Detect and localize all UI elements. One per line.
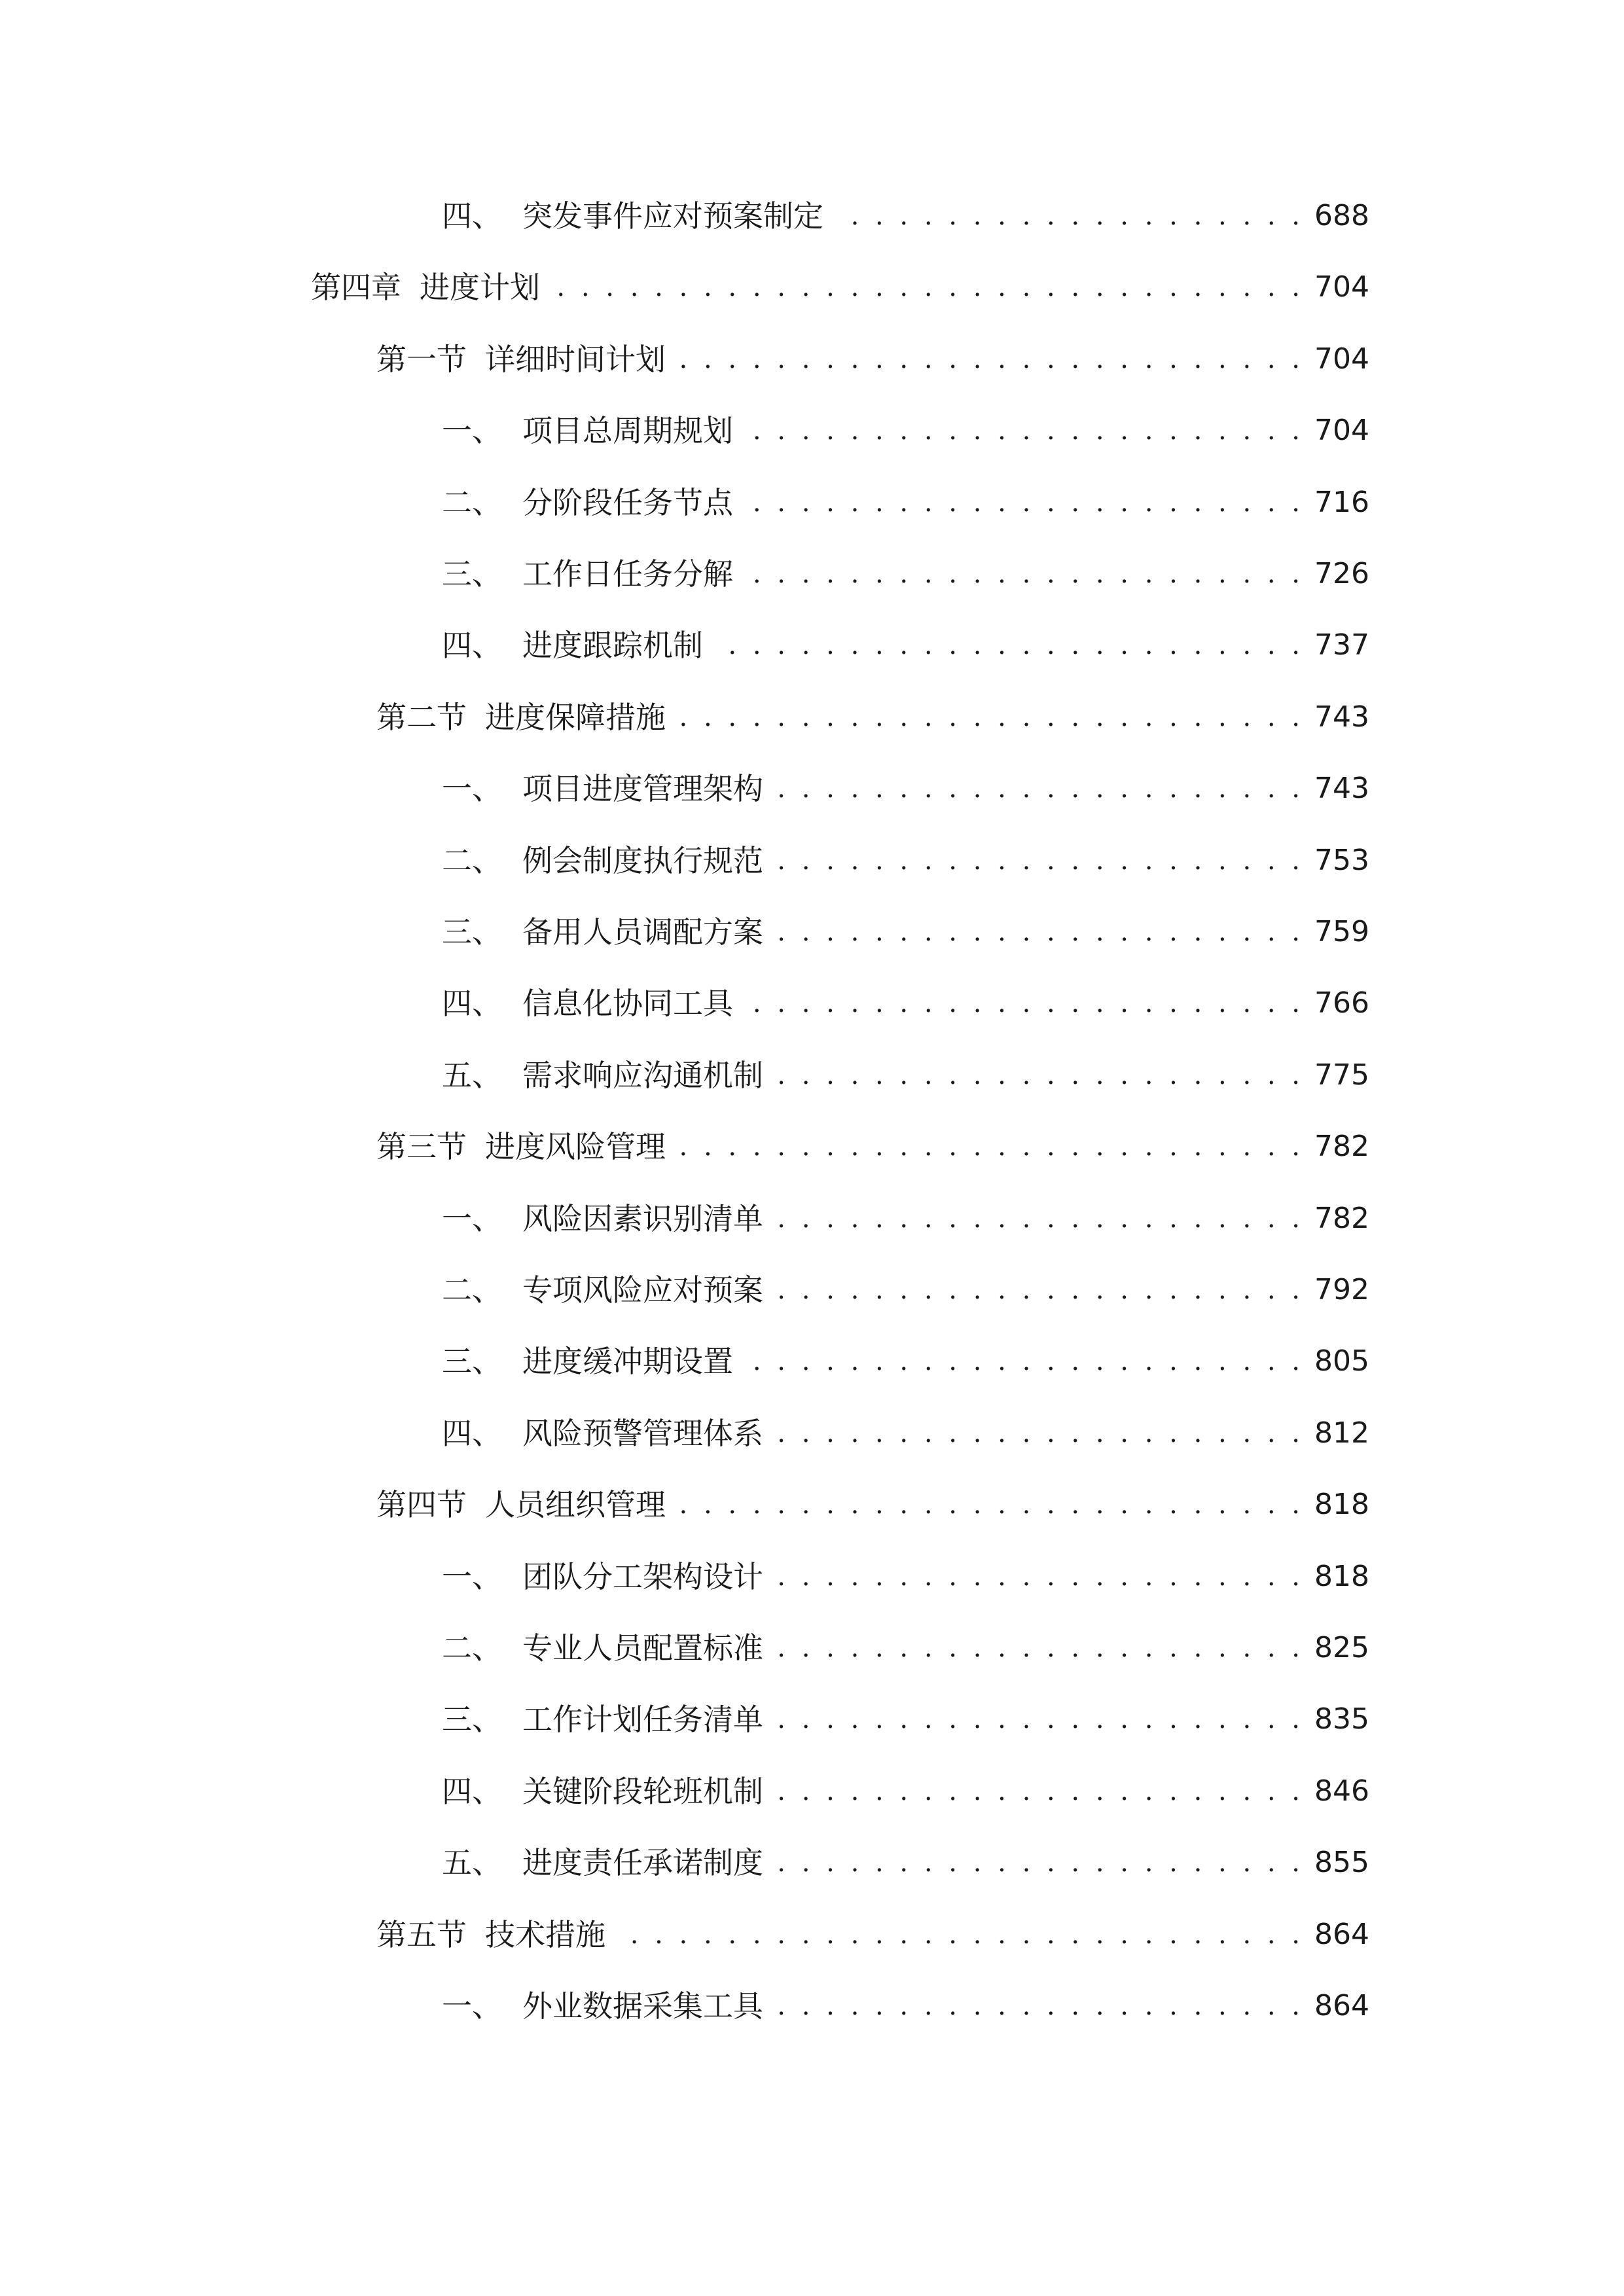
toc-entry-number: 二、 — [442, 1272, 502, 1308]
toc-entry-title: 工作计划任务清单 — [522, 1702, 763, 1738]
toc-page-number: 864 — [1314, 1917, 1369, 1951]
toc-dot-leader — [675, 691, 1304, 744]
toc-entry-title: 风险因素识别清单 — [522, 1200, 763, 1236]
toc-entry-number: 五、 — [442, 1845, 502, 1881]
toc-section-entry[interactable] — [376, 333, 1369, 386]
toc-subsection-entry[interactable] — [442, 404, 1369, 457]
toc-entry-number: 一、 — [442, 1558, 502, 1594]
toc-dot-leader — [549, 261, 1304, 314]
toc-dot-leader — [675, 1479, 1304, 1531]
toc-dot-leader — [772, 1264, 1304, 1316]
toc-section-entry[interactable] — [376, 1479, 1369, 1531]
toc-entry-number: 一、 — [442, 413, 502, 449]
toc-entry-title: 详细时间计划 — [485, 341, 666, 377]
toc-entry-number: 第二节 — [376, 699, 467, 735]
toc-dot-leader — [772, 834, 1304, 887]
toc-entry-number: 第一节 — [376, 341, 467, 377]
toc-entry-number: 一、 — [442, 771, 502, 807]
toc-section-entry[interactable] — [376, 1909, 1369, 1961]
toc-page-number: 835 — [1314, 1702, 1369, 1736]
toc-section-entry[interactable] — [376, 1121, 1369, 1173]
toc-entry-title: 备用人员调配方案 — [522, 914, 763, 950]
toc-chapter-entry[interactable] — [311, 261, 1369, 314]
toc-subsection-entry[interactable] — [442, 1551, 1369, 1603]
toc-entry-number: 第三节 — [376, 1129, 467, 1165]
toc-dot-leader — [772, 1407, 1304, 1460]
toc-page-number: 759 — [1314, 915, 1369, 948]
toc-page-number: 864 — [1314, 1989, 1369, 2022]
toc-dot-leader — [772, 1765, 1304, 1818]
toc-entry-title: 分阶段任务节点 — [522, 484, 733, 520]
toc-dot-leader — [742, 1335, 1304, 1388]
toc-page-number: 782 — [1314, 1201, 1369, 1235]
toc-dot-leader — [772, 1980, 1304, 2032]
toc-entry-title: 进度责任承诺制度 — [522, 1845, 763, 1881]
toc-page-number: 716 — [1314, 485, 1369, 519]
toc-entry-number: 一、 — [442, 1988, 502, 2024]
toc-entry-number: 四、 — [442, 986, 502, 1022]
toc-subsection-entry[interactable] — [442, 977, 1369, 1030]
toc-entry-title: 外业数据采集工具 — [522, 1988, 763, 2024]
toc-entry-title: 项目总周期规划 — [522, 413, 733, 449]
toc-entry-number: 四、 — [442, 1773, 502, 1809]
toc-entry-number: 三、 — [442, 914, 502, 950]
toc-entry-number: 二、 — [442, 1630, 502, 1666]
toc-dot-leader — [833, 190, 1304, 242]
toc-subsection-entry[interactable] — [442, 834, 1369, 887]
toc-page-number: 805 — [1314, 1344, 1369, 1378]
toc-entry-title: 专业人员配置标准 — [522, 1630, 763, 1666]
toc-entry-title: 人员组织管理 — [485, 1487, 666, 1523]
toc-page-number: 726 — [1314, 557, 1369, 590]
toc-entry-number: 二、 — [442, 842, 502, 878]
toc-page-number: 743 — [1314, 700, 1369, 734]
toc-subsection-entry[interactable] — [442, 762, 1369, 815]
toc-page-number: 792 — [1314, 1273, 1369, 1306]
toc-page-number: 766 — [1314, 986, 1369, 1020]
toc-page-number: 753 — [1314, 843, 1369, 877]
toc-entry-number: 四、 — [442, 198, 502, 234]
toc-subsection-entry[interactable] — [442, 1049, 1369, 1102]
toc-page-number: 825 — [1314, 1631, 1369, 1664]
toc-page-number: 818 — [1314, 1488, 1369, 1522]
toc-dot-leader — [615, 1909, 1304, 1961]
toc-entry-title: 进度保障措施 — [485, 699, 666, 735]
toc-subsection-entry[interactable] — [442, 548, 1369, 600]
toc-dot-leader — [675, 333, 1304, 386]
toc-page-number: 818 — [1314, 1559, 1369, 1593]
toc-entry-title: 进度缓冲期设置 — [522, 1344, 733, 1380]
toc-page-number: 704 — [1314, 342, 1369, 376]
toc-dot-leader — [772, 1049, 1304, 1102]
toc-dot-leader — [742, 977, 1304, 1030]
toc-entry-title: 进度跟踪机制 — [522, 628, 703, 664]
toc-subsection-entry[interactable] — [442, 1837, 1369, 1889]
toc-entry-title: 进度风险管理 — [485, 1129, 666, 1165]
toc-entry-title: 工作日任务分解 — [522, 556, 733, 592]
toc-dot-leader — [772, 1837, 1304, 1889]
toc-page-number: 812 — [1314, 1416, 1369, 1450]
toc-subsection-entry[interactable] — [442, 1693, 1369, 1746]
toc-dot-leader — [772, 906, 1304, 958]
toc-dot-leader — [772, 1693, 1304, 1746]
toc-entry-number: 第五节 — [376, 1916, 467, 1952]
toc-entry-title: 风险预警管理体系 — [522, 1415, 763, 1451]
toc-entry-title: 团队分工架构设计 — [522, 1558, 763, 1594]
toc-dot-leader — [772, 1551, 1304, 1603]
toc-entry-title: 信息化协同工具 — [522, 986, 733, 1022]
toc-page-number: 704 — [1314, 414, 1369, 448]
toc-dot-leader — [772, 1193, 1304, 1245]
toc-section-entry[interactable] — [376, 691, 1369, 744]
toc-entry-title: 需求响应沟通机制 — [522, 1057, 763, 1093]
toc-entry-number: 三、 — [442, 1344, 502, 1380]
toc-dot-leader — [772, 1622, 1304, 1674]
toc-page-number: 775 — [1314, 1058, 1369, 1092]
toc-subsection-entry[interactable] — [442, 1407, 1369, 1460]
toc-entry-number: 四、 — [442, 628, 502, 664]
toc-entry-number: 第四章 — [311, 270, 401, 306]
toc-entry-number: 一、 — [442, 1200, 502, 1236]
toc-dot-leader — [742, 404, 1304, 457]
toc-subsection-entry[interactable] — [442, 906, 1369, 958]
toc-subsection-entry[interactable] — [442, 619, 1369, 672]
toc-subsection-entry[interactable] — [442, 1622, 1369, 1674]
toc-entry-number: 三、 — [442, 556, 502, 592]
toc-subsection-entry[interactable] — [442, 1765, 1369, 1818]
toc-page-number: 846 — [1314, 1774, 1369, 1808]
toc-subsection-entry[interactable] — [442, 1264, 1369, 1316]
toc-entry-title: 例会制度执行规范 — [522, 842, 763, 878]
toc-dot-leader — [772, 762, 1304, 815]
toc-dot-leader — [742, 476, 1304, 529]
toc-dot-leader — [675, 1121, 1304, 1173]
toc-subsection-entry[interactable] — [442, 1980, 1369, 2032]
toc-subsection-entry[interactable] — [442, 190, 1369, 242]
toc-subsection-entry[interactable] — [442, 1193, 1369, 1245]
toc-subsection-entry[interactable] — [442, 1335, 1369, 1388]
toc-entry-title: 技术措施 — [485, 1916, 605, 1952]
toc-dot-leader — [712, 619, 1304, 672]
toc-dot-leader — [742, 548, 1304, 600]
toc-entry-number: 二、 — [442, 484, 502, 520]
toc-page-number: 704 — [1314, 270, 1369, 304]
toc-entry-number: 四、 — [442, 1415, 502, 1451]
toc-subsection-entry[interactable] — [442, 476, 1369, 529]
toc-entry-title: 突发事件应对预案制定 — [522, 198, 823, 234]
toc-page-number: 782 — [1314, 1130, 1369, 1164]
toc-page-number: 737 — [1314, 628, 1369, 662]
toc-page-number: 855 — [1314, 1846, 1369, 1880]
toc-entry-number: 三、 — [442, 1702, 502, 1738]
toc-page-number: 688 — [1314, 199, 1369, 232]
toc-entry-number: 五、 — [442, 1057, 502, 1093]
toc-entry-number: 第四节 — [376, 1487, 467, 1523]
toc-entry-title: 进度计划 — [420, 270, 540, 306]
toc-entry-title: 专项风险应对预案 — [522, 1272, 763, 1308]
toc-entry-title: 关键阶段轮班机制 — [522, 1773, 763, 1809]
toc-entry-title: 项目进度管理架构 — [522, 771, 763, 807]
toc-page-number: 743 — [1314, 772, 1369, 806]
